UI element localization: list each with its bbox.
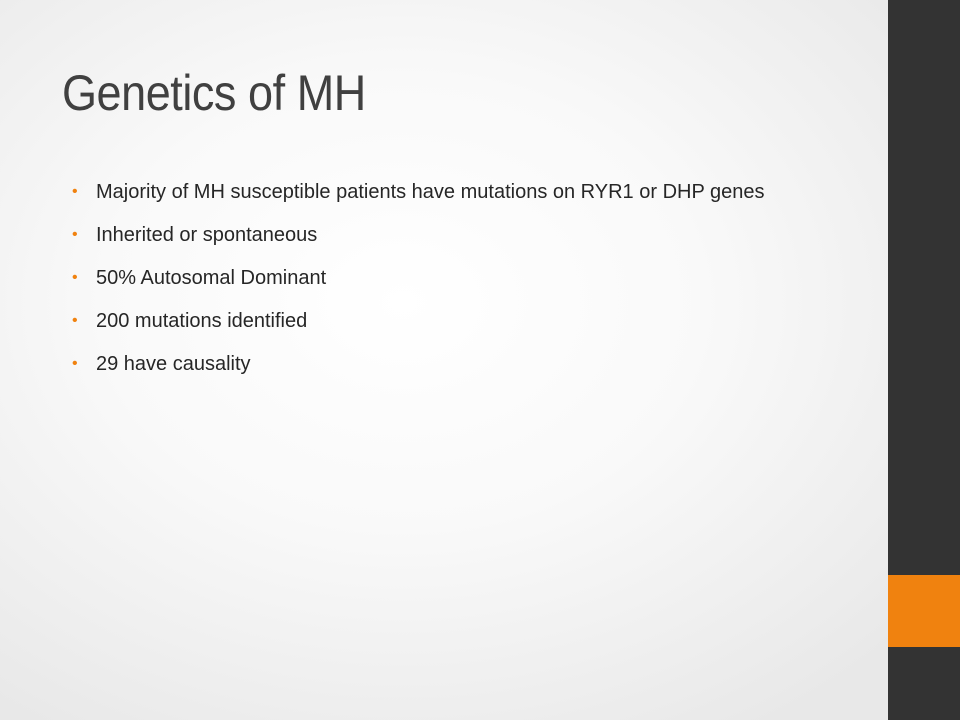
bullet-text: 200 mutations identified [96,310,308,332]
bullet-icon: • [72,355,78,372]
list-item [72,176,832,208]
slide-title: Genetics of MH [62,65,366,121]
bullet-text: 29 have causality [96,353,251,375]
bullet-icon: • [72,312,78,329]
bullet-list [72,176,832,391]
bullet-icon: • [72,226,78,243]
list-item [72,305,832,337]
bullet-text: Majority of MH susceptible patients have mutations on RYR1 or DHP genes [96,181,765,203]
list-item [72,348,832,380]
bullet-text: Inherited or spontaneous [96,224,318,246]
bullet-text: 50% Autosomal Dominant [96,267,327,289]
bullet-icon: • [72,183,78,200]
list-item [72,219,832,251]
accent-block [888,575,960,647]
list-item [72,262,832,294]
bullet-icon: • [72,269,78,286]
